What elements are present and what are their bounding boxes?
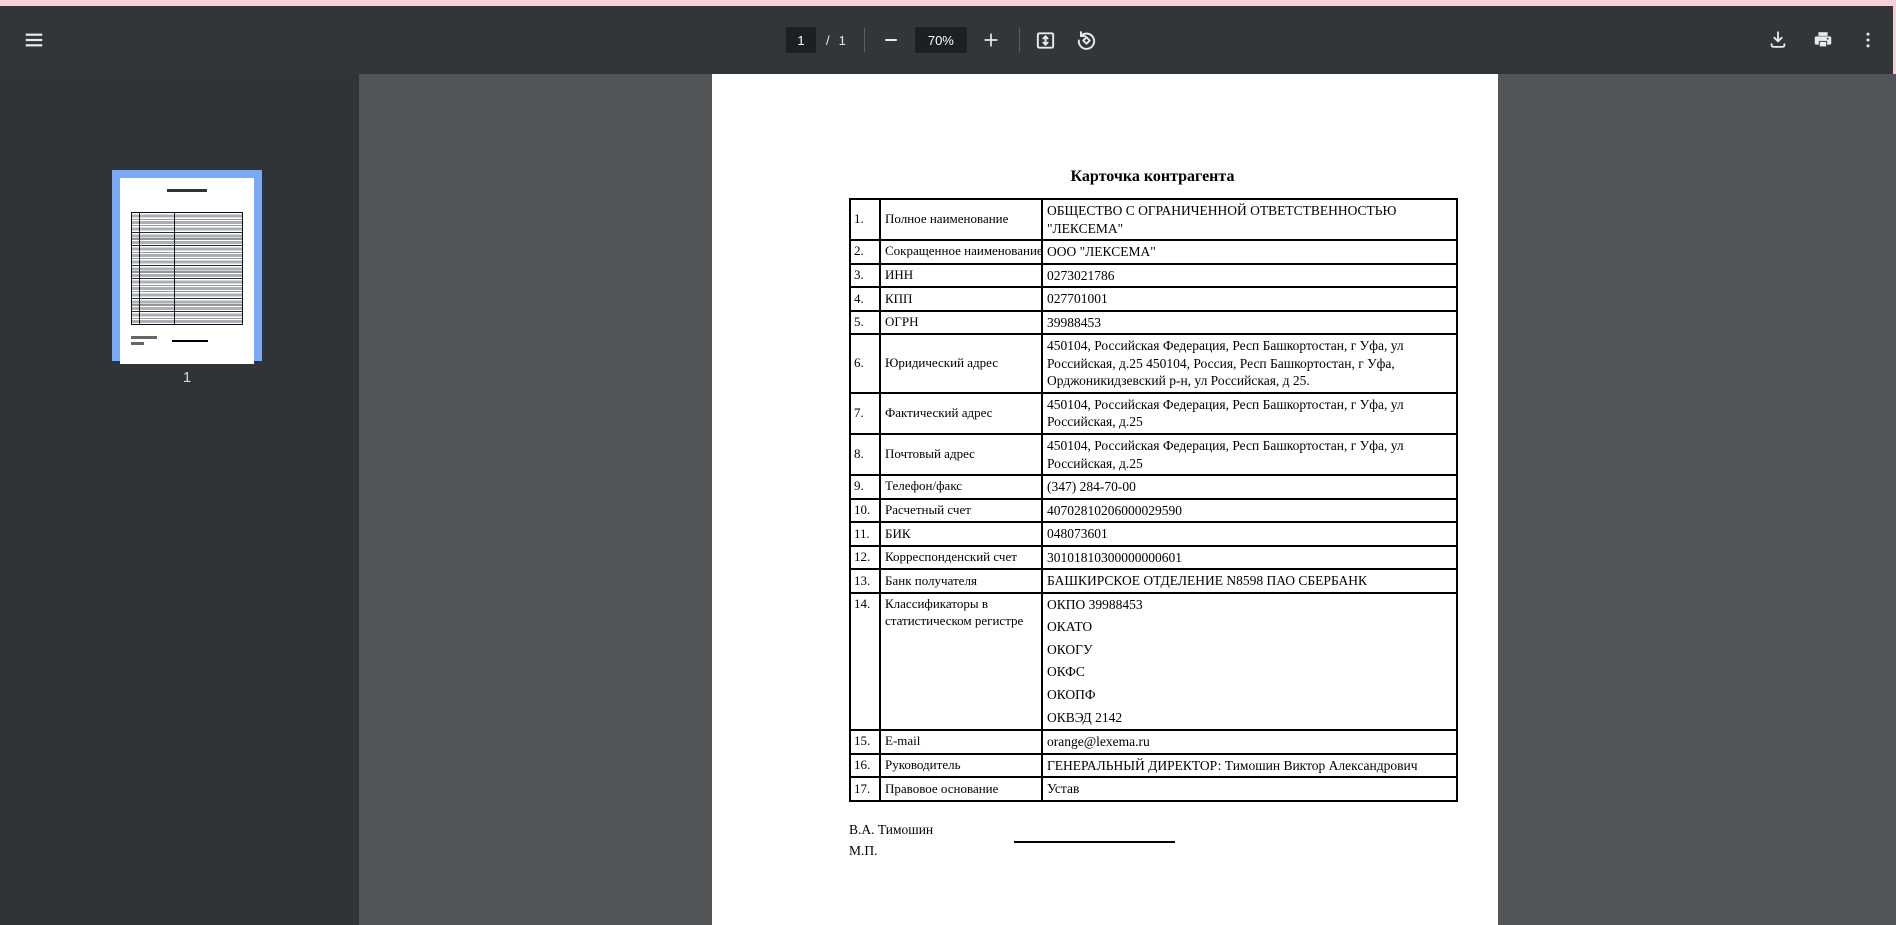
- contractor-table: [849, 198, 1458, 802]
- contractor-table-body: [850, 199, 1457, 801]
- page-total: 1: [838, 32, 846, 48]
- row-number: 6.: [850, 334, 880, 393]
- row-number: 11.: [850, 522, 880, 546]
- row-value: БАШКИРСКОЕ ОТДЕЛЕНИЕ N8598 ПАО СБЕРБАНК: [1042, 569, 1457, 593]
- table-row: [850, 434, 1457, 475]
- window-top-strip: [0, 0, 1896, 6]
- thumbnail-mini-signature: [131, 336, 157, 339]
- row-value: 0273021786: [1042, 264, 1457, 288]
- row-label: Расчетный счет: [880, 499, 1042, 523]
- row-label: Правовое основание: [880, 777, 1042, 801]
- row-label: ИНН: [880, 264, 1042, 288]
- row-number: 5.: [850, 311, 880, 335]
- thumbnail-sidebar: [0, 74, 359, 925]
- table-row: [850, 199, 1457, 240]
- row-label: Телефон/факс: [880, 475, 1042, 499]
- thumbnail-page-preview: [120, 189, 254, 364]
- row-value: 027701001: [1042, 287, 1457, 311]
- table-row: [850, 754, 1457, 778]
- row-label: БИК: [880, 522, 1042, 546]
- row-label: Фактический адрес: [880, 393, 1042, 434]
- zoom-out-icon[interactable]: [876, 25, 906, 55]
- thumbnail-mini-title: [167, 189, 207, 192]
- table-row: [850, 475, 1457, 499]
- table-row: [850, 311, 1457, 335]
- pdf-page: [712, 74, 1498, 925]
- row-value: 450104, Российская Федерация, Респ Башкортостан, г Уфа, ул Российская, д.25: [1042, 434, 1457, 475]
- table-row: [850, 287, 1457, 311]
- page-thumbnail-selected[interactable]: [112, 170, 262, 361]
- menu-icon[interactable]: [19, 25, 49, 55]
- table-row: [850, 777, 1457, 801]
- page-zoom-controls: [786, 6, 1102, 74]
- row-value: 30101810300000000601: [1042, 546, 1457, 570]
- row-number: 15.: [850, 730, 880, 754]
- page-number-input[interactable]: [786, 27, 816, 53]
- row-value: ГЕНЕРАЛЬНЫЙ ДИРЕКТОР: Тимошин Виктор Александрович: [1042, 754, 1457, 778]
- more-options-icon[interactable]: [1853, 25, 1883, 55]
- row-value: 40702810206000029590: [1042, 499, 1457, 523]
- row-label: ОГРН: [880, 311, 1042, 335]
- row-label: Руководитель: [880, 754, 1042, 778]
- thumbnail-mini-table: [131, 212, 243, 325]
- toolbar-right-actions: [1763, 6, 1883, 74]
- row-number: 1.: [850, 199, 880, 240]
- row-number: 14.: [850, 593, 880, 730]
- row-label: Полное наименование: [880, 199, 1042, 240]
- table-row: [850, 593, 1457, 730]
- row-value: ОКПО 39988453 ОКАТО ОКОГУ ОКФС ОКОПФ ОКВЭД 2142: [1042, 593, 1457, 730]
- row-label: E-mail: [880, 730, 1042, 754]
- row-number: 12.: [850, 546, 880, 570]
- zoom-in-icon[interactable]: [976, 25, 1006, 55]
- row-label: Сокращенное наименование: [880, 240, 1042, 264]
- row-value: Устав: [1042, 777, 1457, 801]
- row-number: 2.: [850, 240, 880, 264]
- print-icon[interactable]: [1808, 25, 1838, 55]
- row-value: orange@lexema.ru: [1042, 730, 1457, 754]
- toolbar-divider: [1019, 28, 1020, 52]
- page-separator: /: [826, 32, 830, 48]
- fit-to-page-icon[interactable]: [1031, 25, 1061, 55]
- zoom-level-badge: 70%: [915, 27, 967, 53]
- row-number: 13.: [850, 569, 880, 593]
- row-value: 450104, Российская Федерация, Респ Башкортостан, г Уфа, ул Российская, д.25: [1042, 393, 1457, 434]
- toolbar-divider: [864, 28, 865, 52]
- row-label: Классификаторы в статистическом регистре: [880, 593, 1042, 730]
- table-row: [850, 546, 1457, 570]
- row-number: 10.: [850, 499, 880, 523]
- table-row: [850, 499, 1457, 523]
- row-value: 048073601: [1042, 522, 1457, 546]
- row-value: 450104, Российская Федерация, Респ Башкортостан, г Уфа, ул Российская, д.25 450104, Россия, Респ Башкортостан, г Уфа, Орджоникидзевский р-н, ул Российская, д 25.: [1042, 334, 1457, 393]
- row-label: Юридический адрес: [880, 334, 1042, 393]
- table-row: [850, 334, 1457, 393]
- row-number: 7.: [850, 393, 880, 434]
- table-row: [850, 240, 1457, 264]
- row-label: Банк получателя: [880, 569, 1042, 593]
- rotate-icon[interactable]: [1072, 25, 1102, 55]
- row-label: КПП: [880, 287, 1042, 311]
- document-title: Карточка контрагента: [1070, 168, 1235, 185]
- thumbnail-mini-stamp: [131, 342, 144, 345]
- signature-line: [1014, 841, 1175, 843]
- table-row: [850, 569, 1457, 593]
- row-number: 3.: [850, 264, 880, 288]
- row-label: Почтовый адрес: [880, 434, 1042, 475]
- thumbnail-mini-signature-line: [172, 340, 208, 342]
- row-number: 4.: [850, 287, 880, 311]
- signature-stamp: М.П.: [849, 843, 878, 858]
- table-row: [850, 264, 1457, 288]
- row-value: ООО "ЛЕКСЕМА": [1042, 240, 1457, 264]
- row-value: 39988453: [1042, 311, 1457, 335]
- row-number: 17.: [850, 777, 880, 801]
- row-number: 16.: [850, 754, 880, 778]
- row-value: ОБЩЕСТВО С ОГРАНИЧЕННОЙ ОТВЕТСТВЕННОСТЬЮ "ЛЕКСЕМА": [1042, 199, 1457, 240]
- table-row: [850, 393, 1457, 434]
- download-icon[interactable]: [1763, 25, 1793, 55]
- table-row: [850, 730, 1457, 754]
- thumbnail-page-number: 1: [182, 369, 192, 386]
- pdf-toolbar: [0, 6, 1896, 74]
- row-number: 8.: [850, 434, 880, 475]
- row-value: (347) 284-70-00: [1042, 475, 1457, 499]
- signature-name: В.А. Тимошин: [849, 822, 934, 837]
- row-number: 9.: [850, 475, 880, 499]
- row-label: Корреспонденский счет: [880, 546, 1042, 570]
- table-row: [850, 522, 1457, 546]
